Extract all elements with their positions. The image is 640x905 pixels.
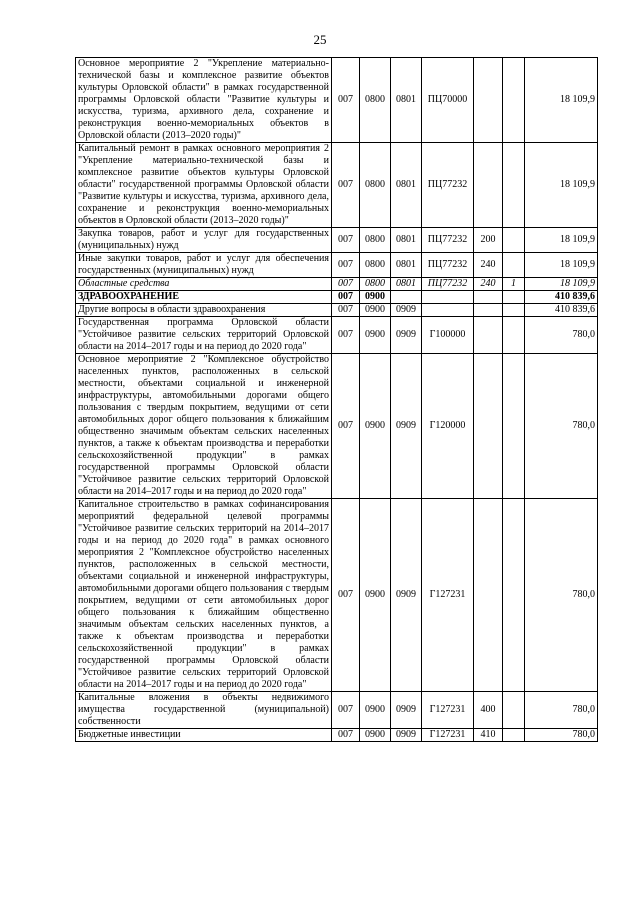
col-ved: 007 (332, 317, 360, 354)
table-row (76, 278, 598, 291)
row-name: Капитальные вложения в объекты недвижимого имущества государственной (муниципальной) собственности (76, 692, 332, 729)
table-row (76, 228, 598, 253)
col-razdel: 0800 (360, 278, 391, 291)
col-expense-type (474, 58, 503, 143)
col-razdel: 0900 (360, 291, 391, 304)
col-expense-type: 200 (474, 228, 503, 253)
col-razdel: 0800 (360, 228, 391, 253)
col-razdel: 0900 (360, 692, 391, 729)
col-target-article (422, 304, 474, 317)
col-target-article: ПЦ77232 (422, 253, 474, 278)
col-source (503, 499, 525, 692)
col-source (503, 304, 525, 317)
col-podrazdel: 0909 (391, 729, 422, 742)
col-sum: 18 109,9 (525, 253, 598, 278)
col-podrazdel: 0909 (391, 304, 422, 317)
col-razdel: 0900 (360, 354, 391, 499)
col-expense-type: 240 (474, 278, 503, 291)
budget-table (75, 57, 598, 742)
col-source (503, 291, 525, 304)
page-number: 25 (313, 32, 327, 47)
table-row (76, 317, 598, 354)
col-source (503, 354, 525, 499)
col-source (503, 253, 525, 278)
col-razdel: 0900 (360, 304, 391, 317)
col-ved: 007 (332, 228, 360, 253)
col-razdel: 0800 (360, 253, 391, 278)
table-body (76, 58, 598, 742)
col-sum: 780,0 (525, 317, 598, 354)
row-name: Областные средства (76, 278, 332, 291)
col-ved: 007 (332, 729, 360, 742)
col-podrazdel: 0801 (391, 143, 422, 228)
col-podrazdel: 0909 (391, 499, 422, 692)
col-podrazdel: 0801 (391, 278, 422, 291)
col-sum: 18 109,9 (525, 228, 598, 253)
table-row (76, 143, 598, 228)
col-sum: 410 839,6 (525, 304, 598, 317)
row-name: Капитальное строительство в рамках софинансирования мероприятий федеральной целевой программы "Устойчивое развитие сельских территорий на 2014–2017 годы и на период до 2020 года" в рамках основного мероприятия 2 "Комплексное обустройство населенных пунктов, расположенных в сельской местности, объектами социальной и инженерной инфраструктуры, автомобильными дорогами общего пользования с твердым покрытием, ведущими от сети автомобильных дорог общего пользования к ближайшим общественно значимым объектам сельских населенных пунктов, а также к объектам производства и переработки сельскохозяйственной продукции" в рамках государственной программы Орловской области "Устойчивое развитие сельских территорий Орловской области на 2014–2017 годы и на период до 2020 года" (76, 499, 332, 692)
col-razdel: 0800 (360, 143, 391, 228)
col-ved: 007 (332, 692, 360, 729)
col-source (503, 692, 525, 729)
col-target-article: Г127231 (422, 729, 474, 742)
row-name: Бюджетные инвестиции (76, 729, 332, 742)
table-row (76, 291, 598, 304)
col-sum: 18 109,9 (525, 278, 598, 291)
col-target-article: Г127231 (422, 692, 474, 729)
col-podrazdel: 0801 (391, 58, 422, 143)
col-sum: 780,0 (525, 692, 598, 729)
col-source (503, 317, 525, 354)
col-ved: 007 (332, 253, 360, 278)
row-name: Капитальный ремонт в рамках основного мероприятия 2 "Укрепление материально-технической базы и комплексное развитие объектов культуры Орловской области" государственной программы Орловской области "Развитие культуры и искусства, туризма, архивного дела, сохранение и реконструкция военно-мемориальных объектов в Орловской области (2013–2020 годы)" (76, 143, 332, 228)
table-row (76, 729, 598, 742)
table-row (76, 253, 598, 278)
col-ved: 007 (332, 143, 360, 228)
row-name: Основное мероприятие 2 "Укрепление материально-технической базы и комплексное развитие объектов культуры Орловской области" в рамках государственной программы Орловской области "Развитие культуры и искусства, туризма, архивного дела, сохранение и реконструкция военно-мемориальных объектов в Орловской области (2013–2020 годы)" (76, 58, 332, 143)
table-row (76, 499, 598, 692)
col-sum: 780,0 (525, 499, 598, 692)
row-name: Иные закупки товаров, работ и услуг для обеспечения государственных (муниципальных) нужд (76, 253, 332, 278)
col-sum: 18 109,9 (525, 143, 598, 228)
col-razdel: 0900 (360, 499, 391, 692)
col-razdel: 0900 (360, 317, 391, 354)
col-expense-type (474, 291, 503, 304)
col-podrazdel: 0801 (391, 228, 422, 253)
row-name: Государственная программа Орловской области "Устойчивое развитие сельских территорий Орловской области на 2014–2017 годы и на период до 2020 года" (76, 317, 332, 354)
col-podrazdel: 0909 (391, 692, 422, 729)
col-expense-type (474, 317, 503, 354)
col-razdel: 0900 (360, 729, 391, 742)
row-name: ЗДРАВООХРАНЕНИЕ (76, 291, 332, 304)
row-name: Другие вопросы в области здравоохранения (76, 304, 332, 317)
col-podrazdel: 0909 (391, 317, 422, 354)
row-name: Закупка товаров, работ и услуг для государственных (муниципальных) нужд (76, 228, 332, 253)
col-ved: 007 (332, 304, 360, 317)
col-target-article: ПЦ77232 (422, 278, 474, 291)
col-sum: 18 109,9 (525, 58, 598, 143)
col-sum: 780,0 (525, 354, 598, 499)
table-row (76, 304, 598, 317)
col-ved: 007 (332, 499, 360, 692)
col-podrazdel: 0801 (391, 253, 422, 278)
col-expense-type (474, 143, 503, 228)
col-expense-type: 240 (474, 253, 503, 278)
col-expense-type (474, 304, 503, 317)
col-expense-type (474, 354, 503, 499)
col-target-article: ПЦ70000 (422, 58, 474, 143)
col-target-article: Г127231 (422, 499, 474, 692)
table-row (76, 692, 598, 729)
col-expense-type: 410 (474, 729, 503, 742)
col-ved: 007 (332, 291, 360, 304)
col-target-article (422, 291, 474, 304)
col-source: 1 (503, 278, 525, 291)
col-target-article: ПЦ77232 (422, 228, 474, 253)
col-expense-type (474, 499, 503, 692)
col-source (503, 228, 525, 253)
col-target-article: Г100000 (422, 317, 474, 354)
col-source (503, 729, 525, 742)
col-target-article: Г120000 (422, 354, 474, 499)
col-ved: 007 (332, 278, 360, 291)
col-razdel: 0800 (360, 58, 391, 143)
col-source (503, 143, 525, 228)
col-sum: 410 839,6 (525, 291, 598, 304)
table-row (76, 58, 598, 143)
col-sum: 780,0 (525, 729, 598, 742)
col-ved: 007 (332, 58, 360, 143)
col-ved: 007 (332, 354, 360, 499)
col-podrazdel: 0909 (391, 354, 422, 499)
col-podrazdel (391, 291, 422, 304)
col-source (503, 58, 525, 143)
col-target-article: ПЦ77232 (422, 143, 474, 228)
row-name: Основное мероприятие 2 "Комплексное обустройство населенных пунктов, расположенных в сельской местности, объектами социальной и инженерной инфраструктуры, автомобильными дорогами общего пользования с твердым покрытием, ведущими от сети автомобильных дорог общего пользования к ближайшим общественно значимым объектам сельских населенных пунктов, а также к объектам производства и переработки сельскохозяйственной продукции" в рамках государственной программы Орловской области "Устойчивое развитие сельских территорий Орловской области на 2014–2017 годы и на период до 2020 года" (76, 354, 332, 499)
table-row (76, 354, 598, 499)
col-expense-type: 400 (474, 692, 503, 729)
